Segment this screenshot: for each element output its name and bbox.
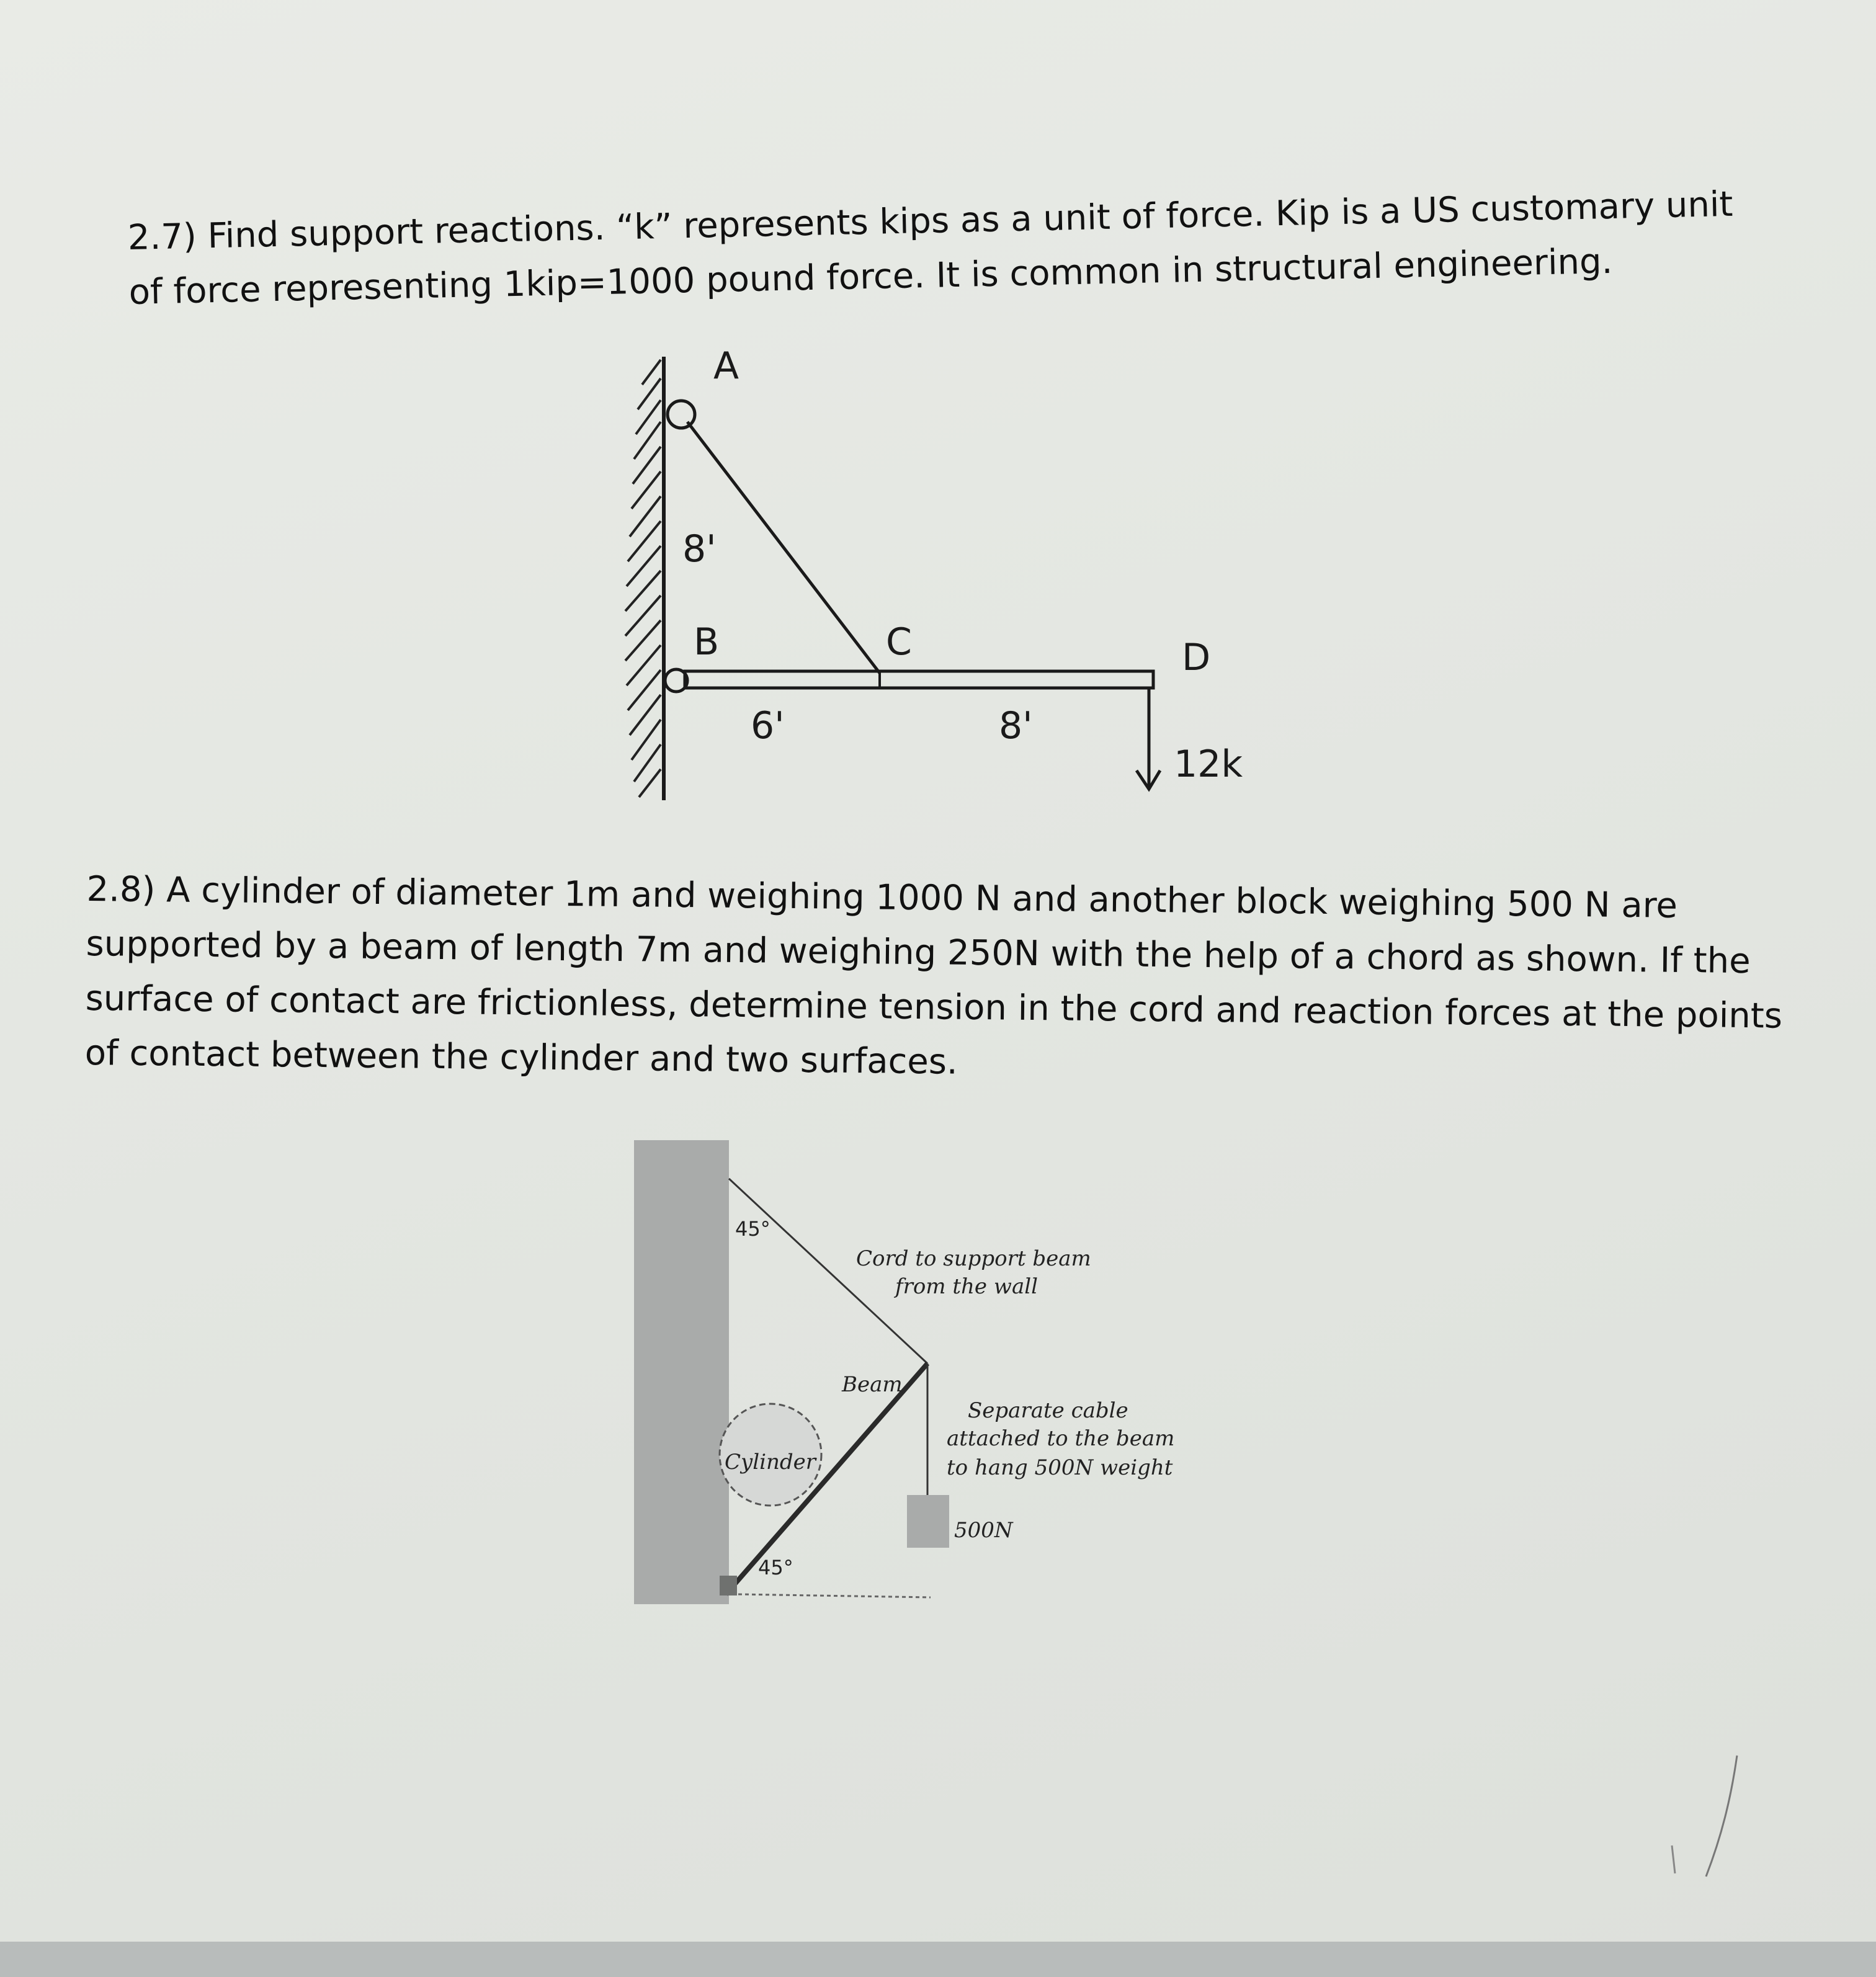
angle-top-label: 45° [735,1217,770,1241]
beam-label: Beam [842,1372,903,1397]
problem-2-7-text: 2.7) Find support reactions. “k” represents kips as a unit of force. Kip is a US customary unit of force representing 1kip=1000 pound force. It is common in structural engineering. [127,184,1734,313]
problem-2-8-text: 2.8) A cylinder of diameter 1m and weighing 1000 N and another block weighing 500 N are supported by a beam of length 7m and weighing 250N with the help of a chord as shown. If the surface of contact are frictionless, determine tension in the cord and reaction forces at the points of contact between the cylinder and two surfaces. [84,868,1783,1082]
cable-label-line3: to hang 500N weight [947,1455,1173,1480]
angle-bottom-label: 45° [758,1556,793,1579]
label-d: D [1182,636,1211,679]
dim-cd: 8' [999,704,1033,748]
cable-label-line1: Separate cable [968,1398,1128,1423]
load-label: 12k [1174,743,1243,786]
label-c: C [886,620,912,664]
dim-bc: 6' [751,704,785,748]
cord-label-line1: Cord to support beam [856,1246,1091,1271]
cord-label-line2: from the wall [895,1274,1038,1299]
label-a: A [713,344,739,388]
dim-vertical: 8' [682,527,717,571]
cylinder-label: Cylinder [725,1450,816,1475]
cable-label-line2: attached to the beam [947,1426,1175,1451]
label-b: B [694,620,720,664]
bottom-edge [0,1942,1876,1977]
weight-label: 500N [954,1518,1013,1543]
